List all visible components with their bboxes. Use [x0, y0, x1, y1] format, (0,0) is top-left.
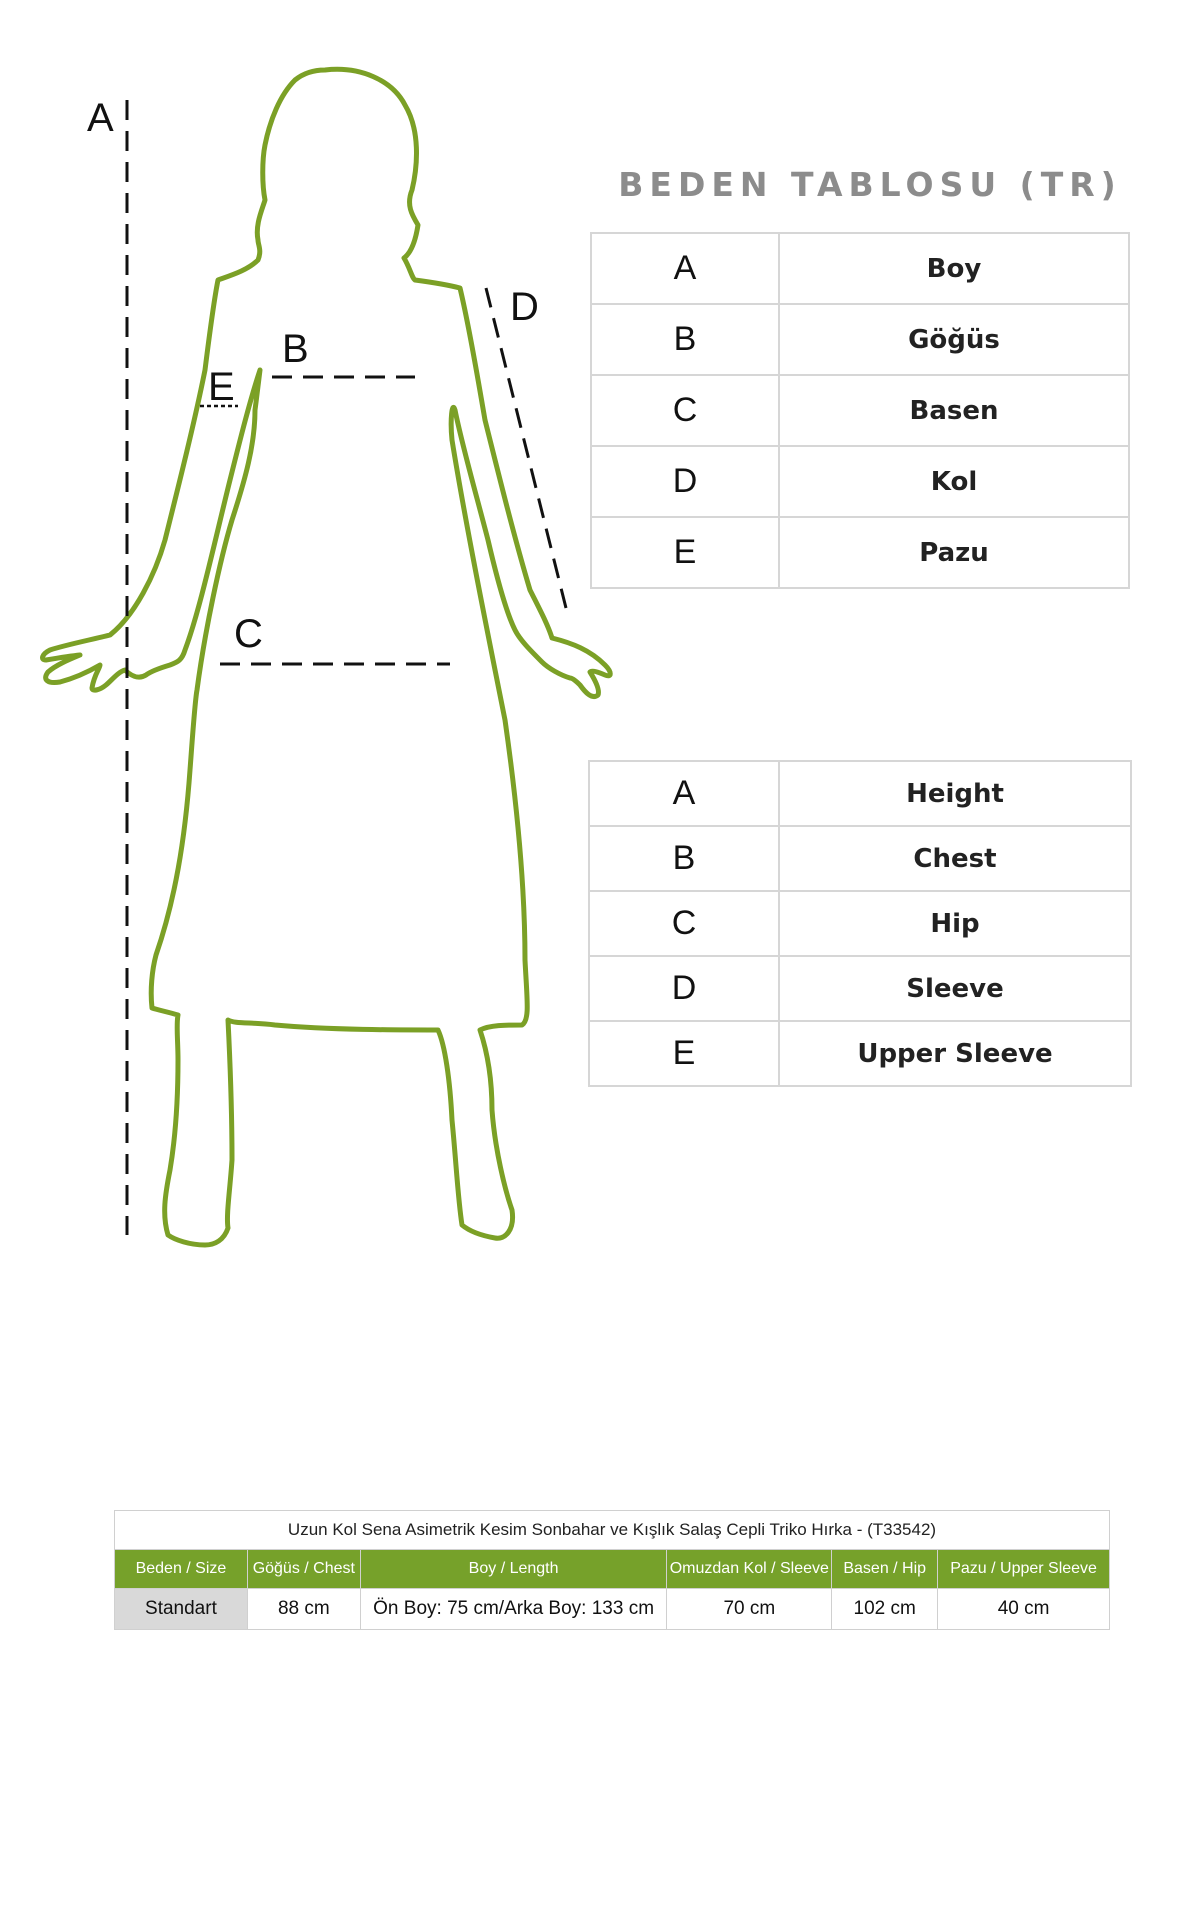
key-letter: C: [591, 375, 779, 446]
key-letter: E: [589, 1021, 779, 1086]
key-letter: C: [589, 891, 779, 956]
column-header: Beden / Size: [115, 1550, 248, 1589]
key-meaning: Sleeve: [779, 956, 1131, 1021]
key-meaning: Height: [779, 761, 1131, 826]
key-row: [591, 446, 1129, 517]
key-meaning: Kol: [779, 446, 1129, 517]
key-letter: B: [589, 826, 779, 891]
key-meaning: Göğüs: [779, 304, 1129, 375]
key-row: [589, 956, 1131, 1021]
label-e: E: [208, 365, 235, 409]
upper-sleeve-cell: 40 cm: [938, 1589, 1110, 1630]
length-cell: Ön Boy: 75 cm/Arka Boy: 133 cm: [360, 1589, 667, 1630]
chest-cell: 88 cm: [247, 1589, 360, 1630]
measurement-key-table-tr: [590, 232, 1130, 589]
key-letter: E: [591, 517, 779, 588]
size-name-cell: Standart: [115, 1589, 248, 1630]
key-row: [591, 233, 1129, 304]
key-row: [591, 517, 1129, 588]
key-letter: A: [589, 761, 779, 826]
key-row: [589, 1021, 1131, 1086]
column-header: Boy / Length: [360, 1550, 667, 1589]
measurement-key-table-en: [588, 760, 1132, 1087]
hip-cell: 102 cm: [832, 1589, 938, 1630]
key-row: [591, 375, 1129, 446]
key-letter: D: [591, 446, 779, 517]
product-size-table: [114, 1510, 1110, 1630]
key-letter: B: [591, 304, 779, 375]
column-header: Omuzdan Kol / Sleeve: [667, 1550, 832, 1589]
label-a: A: [87, 96, 114, 140]
key-row: [589, 826, 1131, 891]
key-meaning: Basen: [779, 375, 1129, 446]
key-meaning: Hip: [779, 891, 1131, 956]
product-title: Uzun Kol Sena Asimetrik Kesim Sonbahar ve Kışlık Salaş Cepli Triko Hırka - (T33542): [115, 1511, 1110, 1550]
label-b: B: [282, 327, 309, 371]
key-row: [591, 304, 1129, 375]
key-meaning: Upper Sleeve: [779, 1021, 1131, 1086]
body-measurement-diagram: [0, 0, 640, 1280]
label-c: C: [234, 612, 263, 656]
label-d: D: [510, 285, 539, 329]
sleeve-cell: 70 cm: [667, 1589, 832, 1630]
key-row: [589, 891, 1131, 956]
column-header: Göğüs / Chest: [247, 1550, 360, 1589]
size-chart-heading: BEDEN TABLOSU (TR): [618, 165, 1122, 204]
key-row: [589, 761, 1131, 826]
key-meaning: Chest: [779, 826, 1131, 891]
key-letter: A: [591, 233, 779, 304]
size-table-header-row: [115, 1550, 1110, 1589]
table-row: [115, 1589, 1110, 1630]
column-header: Pazu / Upper Sleeve: [938, 1550, 1110, 1589]
column-header: Basen / Hip: [832, 1550, 938, 1589]
key-letter: D: [589, 956, 779, 1021]
key-meaning: Boy: [779, 233, 1129, 304]
key-meaning: Pazu: [779, 517, 1129, 588]
